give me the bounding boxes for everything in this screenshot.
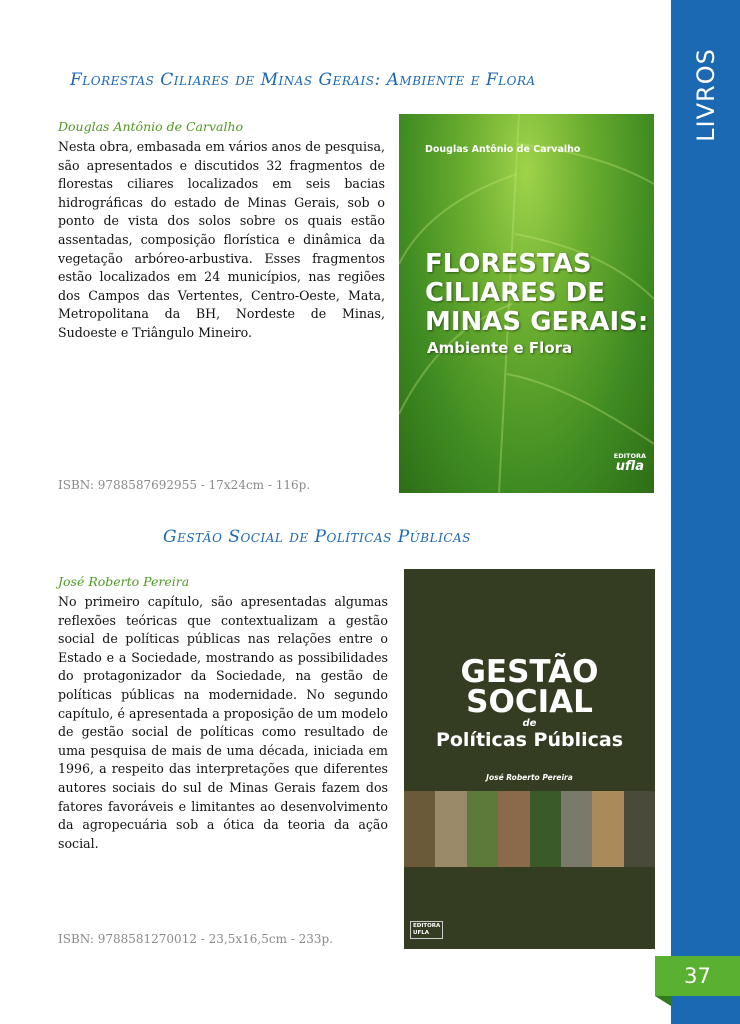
photo-tile	[530, 791, 561, 867]
section-label: LIVROS	[691, 48, 720, 142]
book-title: Gestão Social de Políticas Públicas	[163, 527, 471, 547]
cover-author: Douglas Antônio de Carvalho	[425, 144, 581, 155]
cover-title-connector: de	[522, 718, 537, 729]
photo-tile	[624, 791, 655, 867]
book-title: Florestas Ciliares de Minas Gerais: Ambiente e Flora	[70, 70, 536, 90]
page-number: 37	[655, 956, 740, 996]
cover-title-line: GESTÃO	[460, 654, 599, 690]
cover-title: FLORESTAS CILIARES DE MINAS GERAIS:	[425, 249, 649, 337]
cover-subtitle: Ambiente e Flora	[427, 339, 573, 357]
page-number-fold	[655, 996, 671, 1006]
book-isbn: ISBN: 9788581270012 - 23,5x16,5cm - 233p.	[58, 932, 334, 946]
publisher-logo: EDITORA UFLA	[410, 921, 443, 939]
publisher-logo: EDITORA ufla	[613, 452, 646, 474]
cover-photo-strip	[404, 791, 655, 867]
book-description: Nesta obra, embasada em vários anos de pesquisa, são apresentados e discutidos 32 fragmentos de florestas ciliares localizados em seis bacias hidrográficas do estado de Minas Gerais, sob o ponto de vista dos solos sobre os quais estão assentadas, composição florística e dinâmica da vegetação arbóreo-arbustiva. Esses fragmentos estão localizados em 24 municípios, nas regiões dos Campos das Vertentes, Centro-Oeste, Mata, Metropolitana da BH, Nordeste de Minas, Sudoeste e Triângulo Mineiro.	[58, 139, 385, 340]
book-cover-image	[404, 569, 655, 949]
photo-tile	[404, 791, 435, 867]
photo-tile	[498, 791, 529, 867]
photo-tile	[435, 791, 466, 867]
cover-title-line: SOCIAL	[466, 684, 593, 720]
book-cover-image	[399, 114, 654, 493]
book-author: José Roberto Pereira	[58, 574, 190, 589]
book-author: Douglas Antônio de Carvalho	[58, 119, 244, 134]
cover-title-line: Políticas Públicas	[435, 729, 624, 751]
cover-author: José Roberto Pereira	[486, 773, 573, 782]
photo-tile	[592, 791, 623, 867]
book-isbn: ISBN: 9788587692955 - 17x24cm - 116p.	[58, 478, 311, 492]
photo-tile	[561, 791, 592, 867]
book-description: No primeiro capítulo, são apresentadas algumas reflexões teóricas que contextualizam a gestão social de políticas públicas nas relações entre o Estado e a Sociedade, mostrando as possibilidades do protagonizador da Sociedade, na gestão de políticas públicas na modernidade. No segundo capítulo, é apresentada a proposição de um modelo de gestão social de políticas como resultado de uma pesquisa de mais de uma década, iniciada em 1996, a respeito das interpretações que diferentes autores sociais do sul de Minas Gerais fazem dos fatores favoráveis e limitantes ao desenvolvimento da agropecuária sob a ótica da teoria da ação social.	[58, 594, 388, 851]
photo-tile	[467, 791, 498, 867]
